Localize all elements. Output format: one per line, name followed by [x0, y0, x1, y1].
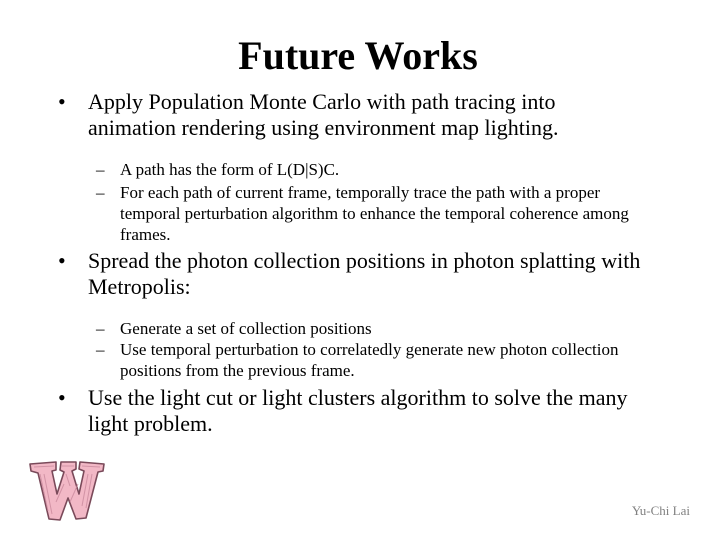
sub-bullet-item [96, 182, 648, 245]
logo-w-shape [30, 462, 104, 520]
sub-bullet-item [96, 318, 648, 339]
bullet-dot: • [58, 385, 66, 410]
sub-bullet-dash: – [96, 183, 105, 202]
sub-bullet-dash: – [96, 319, 105, 338]
bullet-main [58, 385, 648, 437]
bullet-dot: • [58, 248, 66, 273]
sub-bullet-text: Generate a set of collection positions [120, 319, 372, 338]
bullet-item-2 [58, 248, 648, 381]
bullet-item-3 [58, 385, 648, 437]
sub-bullet-text: A path has the form of L(D|S)C. [120, 160, 340, 179]
bullet-text: Spread the photon collection positions in photon splatting with Metropolis: [88, 248, 641, 299]
sub-bullet-text: For each path of current frame, temporally trace the path with a proper temporal perturbation algorithm to enhance the temporal coherence among frames. [120, 183, 629, 244]
sub-bullet-item [96, 339, 648, 381]
wisconsin-w-logo-icon [26, 456, 108, 526]
sub-bullet-list [58, 159, 648, 245]
sub-bullet-list [58, 318, 648, 381]
sub-bullet-dash: – [96, 340, 105, 359]
author-footer: Yu-Chi Lai [631, 503, 690, 518]
bullet-dot: • [58, 89, 66, 114]
bullet-main [58, 89, 648, 141]
slide-title: Future Works [238, 33, 478, 78]
bullet-text: Apply Population Monte Carlo with path tracing into animation rendering using environment map lighting. [88, 89, 559, 140]
bullet-item-1 [58, 89, 648, 245]
sub-bullet-text: Use temporal perturbation to correlatedly generate new photon collection positions from the previous frame. [120, 340, 619, 380]
sub-bullet-item [96, 159, 648, 180]
sub-bullet-dash: – [96, 160, 105, 179]
bullet-main [58, 248, 648, 300]
bullet-text: Use the light cut or light clusters algorithm to solve the many light problem. [88, 385, 628, 436]
